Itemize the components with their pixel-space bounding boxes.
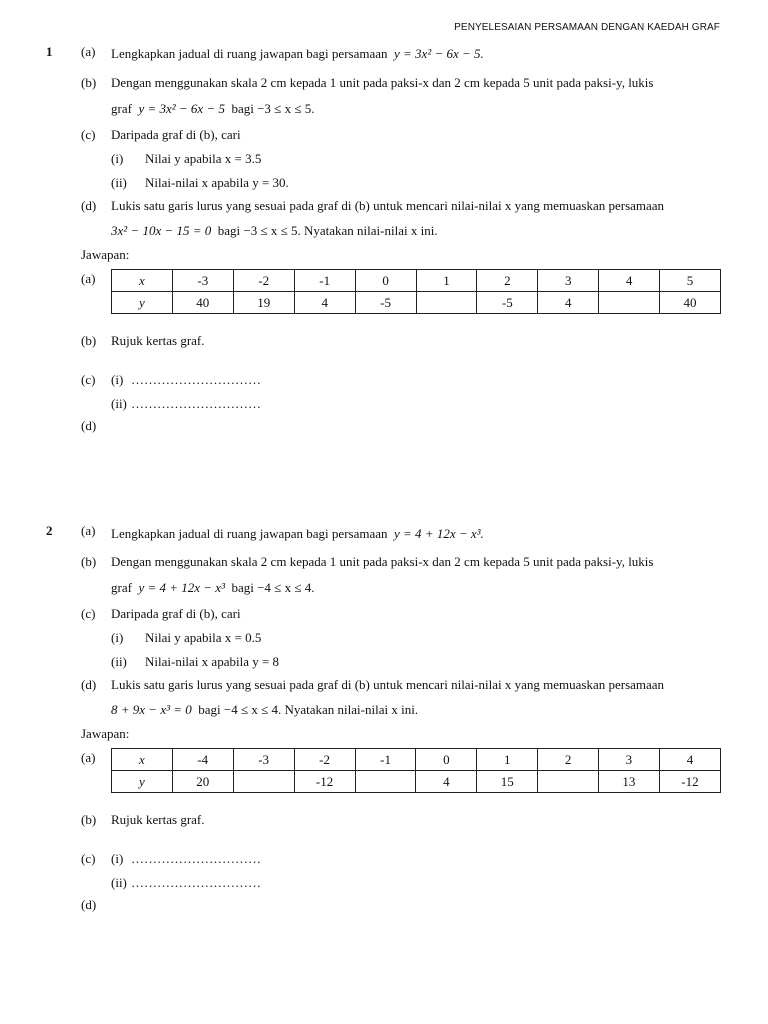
q1-c-ii-text: Nilai-nilai x apabila y = 30.: [145, 175, 289, 190]
q1-answer-a-label: (a): [81, 271, 96, 286]
q2-c-i-label: (i): [111, 630, 124, 645]
table-header-x: x: [112, 749, 173, 771]
table-cell: 19: [233, 292, 294, 314]
q1-a-instruction: Lengkapkan jadual di ruang jawapan bagi persamaan: [111, 46, 388, 61]
table-row: [112, 292, 721, 314]
q1-b-equation: y = 3x² − 6x − 5: [138, 101, 225, 116]
table-cell: -5: [355, 292, 416, 314]
question-2-number: 2: [46, 523, 53, 538]
table-cell: -2: [294, 749, 355, 771]
table-cell: 4: [416, 771, 477, 793]
q2-part-d-text2: [111, 702, 418, 718]
table-cell: 1: [477, 749, 538, 771]
q2-c-i-text: Nilai y apabila x = 0.5: [145, 630, 262, 645]
page-header: PENYELESAIAN PERSAMAAN DENGAN KAEDAH GRAF: [454, 22, 720, 33]
q1-answer-table: [111, 269, 721, 314]
table-cell: 15: [477, 771, 538, 793]
q1-part-d-text: Lukis satu garis lurus yang sesuai pada graf di (b) untuk mencari nilai-nilai x yang memuaskan persamaan: [111, 198, 665, 213]
table-cell: 1: [416, 270, 477, 292]
table-cell: -12: [659, 771, 720, 793]
table-header-y: y: [112, 771, 173, 793]
q1-part-c-label: (c): [81, 127, 96, 142]
table-cell: [599, 292, 660, 314]
q1-answer-d-label: (d): [81, 418, 97, 433]
table-cell: 4: [294, 292, 355, 314]
q2-d-equation: 8 + 9x − x³ = 0: [111, 702, 192, 717]
q2-part-b-label: (b): [81, 554, 97, 569]
q1-part-c-text: Daripada graf di (b), cari: [111, 127, 241, 142]
table-cell: -1: [294, 270, 355, 292]
table-cell: -4: [172, 749, 233, 771]
table-cell: 0: [416, 749, 477, 771]
q2-answer-c-ii-line: (ii) …………………………: [111, 875, 261, 890]
q2-part-b-text2: graf y = 4 + 12x − x³ bagi −4 ≤ x ≤ 4.: [111, 580, 315, 595]
q1-a-equation: y = 3x² − 6x − 5.: [394, 46, 484, 61]
q2-d-range: bagi −4 ≤ x ≤ 4. Nyatakan nilai-nilai x ini.: [198, 702, 419, 717]
table-cell: -1: [355, 749, 416, 771]
q2-part-c-label: (c): [81, 606, 96, 621]
q2-c-ii-label: (ii): [111, 654, 127, 669]
q2-a-equation: y = 4 + 12x − x³.: [394, 526, 484, 541]
table-cell: -12: [294, 771, 355, 793]
q1-answer-c-label: (c): [81, 372, 96, 387]
q1-d-equation: 3x² − 10x − 15 = 0: [111, 223, 212, 238]
table-cell: -3: [172, 270, 233, 292]
table-cell: 0: [355, 270, 416, 292]
q2-c-ii-text: Nilai-nilai x apabila y = 8: [145, 654, 280, 669]
table-cell: 4: [538, 292, 599, 314]
table-row: [112, 270, 721, 292]
table-cell: [233, 771, 294, 793]
q1-part-b-text2: graf y = 3x² − 6x − 5 bagi −3 ≤ x ≤ 5.: [111, 101, 315, 116]
q2-part-c-text: Daripada graf di (b), cari: [111, 606, 241, 621]
table-cell: [538, 771, 599, 793]
table-cell: 3: [598, 749, 659, 771]
table-row: [112, 749, 721, 771]
q1-part-b-label: (b): [81, 75, 97, 90]
q2-b-equation: y = 4 + 12x − x³: [138, 580, 225, 595]
q1-d-range: bagi −3 ≤ x ≤ 5. Nyatakan nilai-nilai x ini.: [217, 223, 438, 238]
q2-jawapan-label: Jawapan:: [81, 726, 130, 741]
q1-c-ii-label: (ii): [111, 175, 127, 190]
q2-answer-d-label: (d): [81, 897, 97, 912]
q1-part-d-label: (d): [81, 198, 97, 213]
q2-part-a-text: [111, 526, 484, 542]
table-cell: -3: [233, 749, 294, 771]
q1-answer-b-label: (b): [81, 333, 97, 348]
table-cell: 4: [659, 749, 720, 771]
q1-part-a-label: (a): [81, 44, 96, 59]
q1-part-a-text: [111, 46, 484, 62]
q1-part-d-text2: [111, 223, 438, 239]
table-cell: [355, 771, 416, 793]
table-cell: 13: [598, 771, 659, 793]
question-1-number: 1: [46, 44, 53, 59]
table-cell: -2: [233, 270, 294, 292]
q2-part-d-label: (d): [81, 677, 97, 692]
q1-part-b-text: Dengan menggunakan skala 2 cm kepada 1 unit pada paksi-x dan 2 cm kepada 5 unit pada paksi-y, lukis: [111, 75, 654, 90]
q1-b-range: bagi −3 ≤ x ≤ 5.: [231, 101, 315, 116]
table-cell: 2: [538, 749, 599, 771]
q1-answer-c-ii-line: (ii) …………………………: [111, 396, 261, 411]
table-row: [112, 771, 721, 793]
q2-part-d-text: Lukis satu garis lurus yang sesuai pada graf di (b) untuk mencari nilai-nilai x yang memuaskan persamaan: [111, 677, 665, 692]
q2-part-a-label: (a): [81, 523, 96, 538]
table-cell: 4: [599, 270, 660, 292]
table-cell: 5: [660, 270, 721, 292]
q2-answer-c-label: (c): [81, 851, 96, 866]
table-cell: -5: [477, 292, 538, 314]
q1-answer-c-i-line: (i) …………………………: [111, 372, 261, 387]
q2-answer-table: [111, 748, 721, 793]
q1-jawapan-label: Jawapan:: [81, 247, 130, 262]
q2-answer-b-label: (b): [81, 812, 97, 827]
table-cell: 40: [660, 292, 721, 314]
q1-answer-b-text: Rujuk kertas graf.: [111, 333, 205, 348]
table-header-x: x: [112, 270, 173, 292]
table-cell: 20: [172, 771, 233, 793]
q2-part-b-text: Dengan menggunakan skala 2 cm kepada 1 unit pada paksi-x dan 2 cm kepada 5 unit pada paksi-y, lukis: [111, 554, 654, 569]
q2-b-range: bagi −4 ≤ x ≤ 4.: [231, 580, 315, 595]
q2-answer-a-label: (a): [81, 750, 96, 765]
q1-c-i-text: Nilai y apabila x = 3.5: [145, 151, 262, 166]
table-cell: 40: [172, 292, 233, 314]
table-cell: 2: [477, 270, 538, 292]
q2-answer-c-i-line: (i) …………………………: [111, 851, 261, 866]
q2-answer-b-text: Rujuk kertas graf.: [111, 812, 205, 827]
q2-a-instruction: Lengkapkan jadual di ruang jawapan bagi persamaan: [111, 526, 388, 541]
table-cell: 3: [538, 270, 599, 292]
q1-c-i-label: (i): [111, 151, 124, 166]
table-cell: [416, 292, 477, 314]
table-header-y: y: [112, 292, 173, 314]
